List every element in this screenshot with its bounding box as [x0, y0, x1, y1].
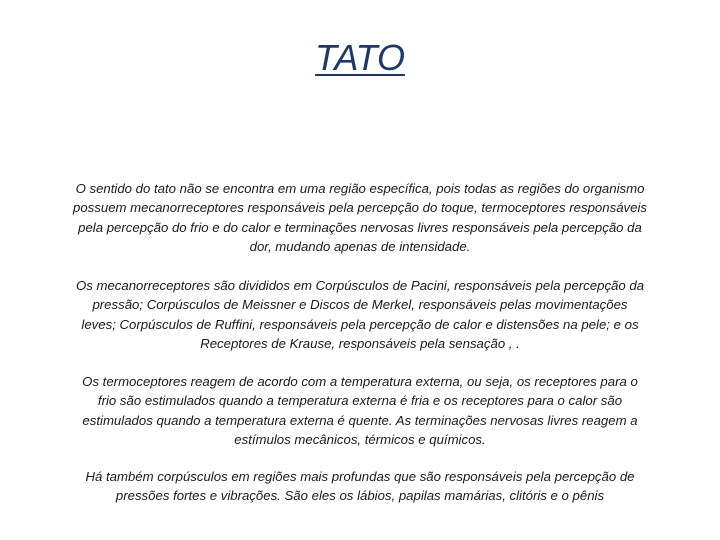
text-line: pressões fortes e vibrações. São eles os lábios, papilas mamárias, clitóris e o pênis [115, 488, 605, 504]
text-line: possuem mecanorreceptores responsáveis pela percepção do toque, termoceptores responsáveis [73, 200, 647, 216]
paragraph-deep-corpuscles [30, 467, 690, 506]
slide-title: TATO [315, 37, 405, 78]
text-line: estimulados quando a temperatura externa é quente. As terminações nervosas livres reagem a [82, 412, 638, 428]
text-line: Receptores de Krause, responsáveis pela sensação , . [200, 335, 520, 351]
text-line: Há também corpúsculos em regiões mais profundas que são responsáveis pela percepção de [85, 469, 635, 484]
text-line: pressão; Corpúsculos de Meissner e Discos de Merkel, responsáveis pelas movimentações [92, 297, 628, 313]
text-line: pela percepção do frio e do calor e terminações nervosas livres responsáveis pela percepção da [78, 219, 642, 235]
text-line: Os mecanorreceptores são divididos em Corpúsculos de Pacini, responsáveis pela percepção da [75, 278, 645, 293]
paragraph-intro [30, 179, 690, 256]
text-line: leves; Corpúsculos de Ruffini, responsáveis pela percepção de calor e distensões na pele; e os [81, 316, 639, 332]
text-line: estímulos mecânicos, térmicos e químicos. [234, 431, 486, 447]
paragraph-thermoceptors [30, 372, 690, 449]
text-line: O sentido do tato não se encontra em uma região específica, pois todas as regiões do organismo [75, 181, 645, 196]
paragraph-mechanoreceptors [30, 276, 690, 353]
text-line: frio são estimulados quando a temperatura externa é fria e os receptores para o calor são [97, 393, 623, 409]
text-line: Os termoceptores reagem de acordo com a temperatura externa, ou seja, os receptores para o [82, 374, 638, 389]
text-line: dor, mudando apenas de intensidade. [249, 238, 471, 254]
